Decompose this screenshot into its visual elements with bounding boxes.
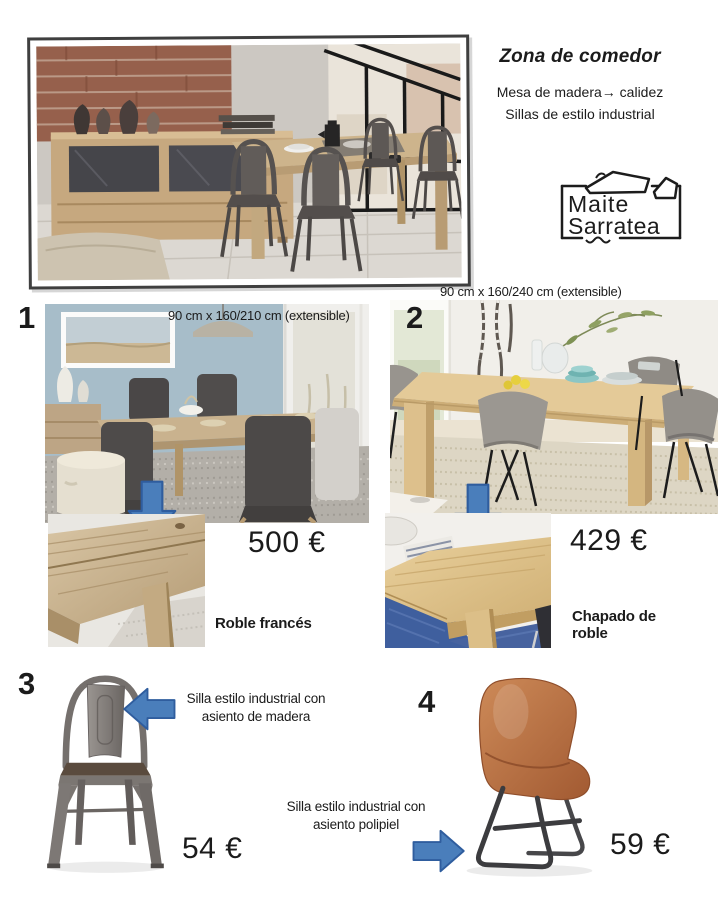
item-1-number: 1 bbox=[18, 300, 36, 335]
right-arrow-icon bbox=[412, 828, 466, 874]
left-arrow-icon bbox=[122, 686, 176, 732]
table-1-detail-photo bbox=[48, 514, 205, 647]
table-1-photo bbox=[45, 304, 369, 523]
logo-roof-icon bbox=[586, 172, 649, 193]
item-2-number: 2 bbox=[406, 300, 424, 335]
table-2-photo bbox=[390, 300, 718, 514]
table-1-price: 500 € bbox=[248, 526, 326, 559]
table-2-dimensions: 90 cm x 160/240 cm (extensible) bbox=[440, 284, 622, 299]
chair-4-description-line1: Silla estilo industrial con bbox=[286, 799, 426, 814]
hero-dining-room-photo bbox=[36, 44, 462, 281]
chair-4-description-line2: asiento polipiel bbox=[312, 816, 400, 832]
chair-3-price: 54 € bbox=[182, 832, 243, 865]
chair-3-description-line1: Silla estilo industrial con bbox=[186, 691, 326, 706]
table-2-material: Chapado de roble bbox=[572, 608, 656, 642]
wall-picture bbox=[61, 312, 175, 368]
table-1-material: Roble francés bbox=[215, 615, 312, 632]
table-2-price: 429 € bbox=[570, 524, 648, 557]
item-3-number: 3 bbox=[18, 666, 36, 701]
logo-text-line2: Sarratea bbox=[568, 213, 661, 239]
subtitle-line-2: Sillas de estilo industrial bbox=[505, 105, 655, 122]
logo-text-line1: Maite bbox=[568, 191, 630, 217]
logo-house-icon bbox=[654, 178, 677, 198]
item-4-number: 4 bbox=[418, 684, 436, 719]
brand-logo bbox=[556, 168, 686, 252]
page-title: Zona de comedor bbox=[499, 46, 661, 67]
chair-3-description-line2: asiento de madera bbox=[201, 708, 311, 724]
table-1-dimensions: 90 cm x 160/210 cm (extensible) bbox=[168, 308, 350, 323]
table-2-detail-photo bbox=[385, 513, 551, 648]
hero-photo-frame bbox=[27, 34, 471, 289]
chair-3-description bbox=[180, 690, 332, 725]
chair-4-price: 59 € bbox=[610, 828, 671, 861]
cylinder-stool bbox=[55, 451, 127, 523]
subtitle-line-1: Mesa de madera→ calidez bbox=[496, 84, 664, 100]
chair-4-description bbox=[278, 798, 434, 833]
sofa-corner bbox=[37, 232, 169, 280]
page-subtitle bbox=[452, 82, 708, 125]
leather-chair-photo bbox=[446, 666, 608, 882]
